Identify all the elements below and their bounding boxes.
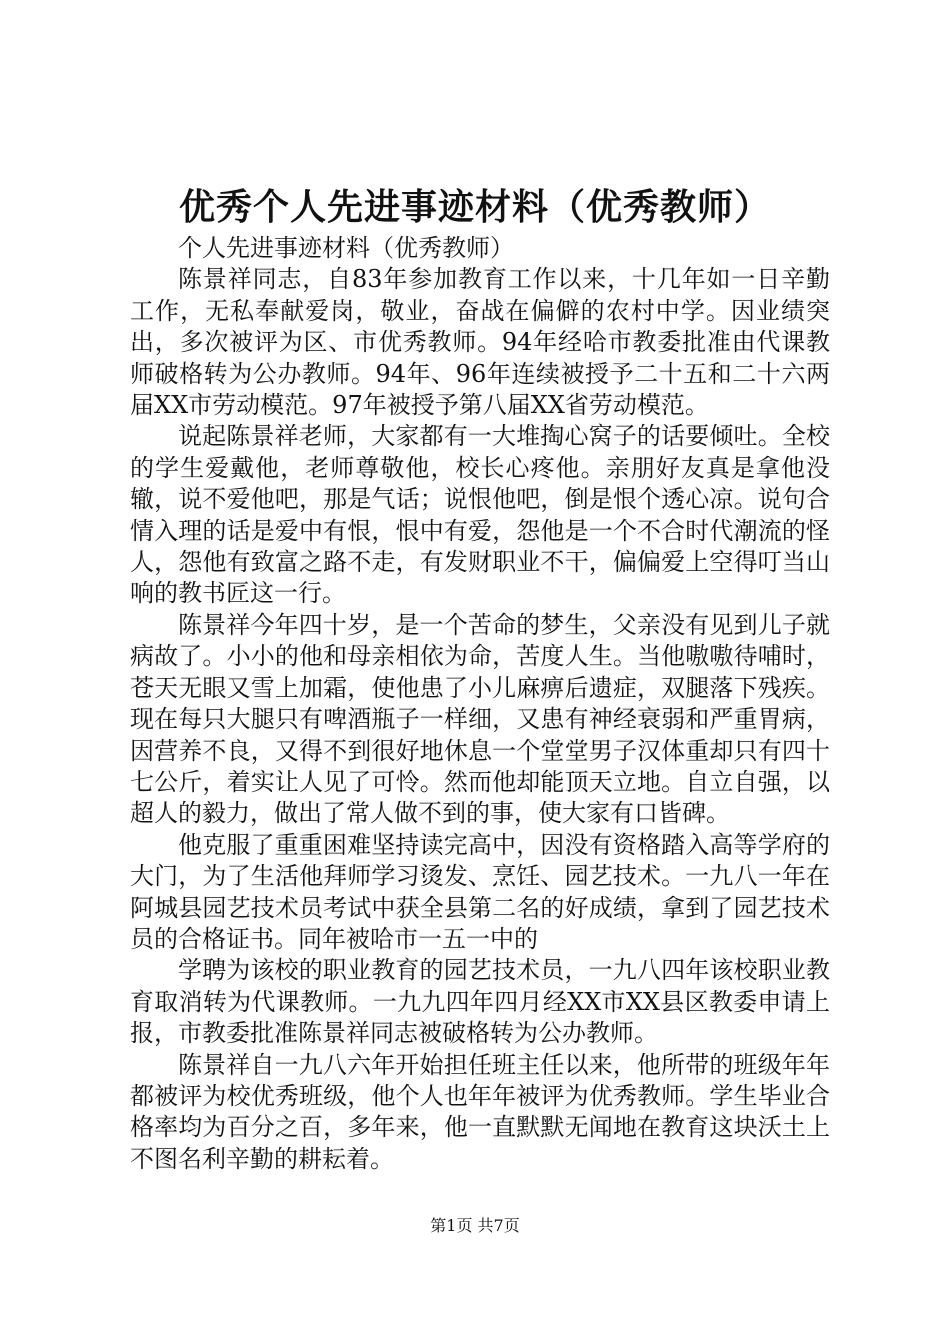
paragraph: 陈景祥同志，自83年参加教育工作以来，十几年如一日辛勤工作，无私奉献爱岗，敬业，奋战在偏僻的农村中学。因业绩突出，多次被评为区、市优秀教师。94年经哈市教委批准由代课教师破格转为公办教师。94年、96年连续被授予二十五和二十六两届XX市劳动模范。97年被授予第八届XX省劳动模范。 [130,265,830,420]
paragraph: 陈景祥自一九八六年开始担任班主任以来，他所带的班级年年都被评为校优秀班级，他个人也年年被评为优秀教师。学生毕业合格率均为百分之百，多年来，他一直默默无闻地在教育这块沃土上不图名利辛勤的耕耘着。 [130,1050,830,1173]
paragraph: 说起陈景祥老师，大家都有一大堆掏心窝子的话要倾吐。全校的学生爱戴他，老师尊敬他，校长心疼他。亲朋好友真是拿他没辙，说不爱他吧，那是气话；说恨他吧，倒是恨个透心凉。说句合情入理的话是爱中有恨，恨中有爱，怨他是一个不合时代潮流的怪人，怨他有致富之路不走，有发财职业不干，偏偏爱上空得叮当山响的教书匠这一行。 [130,422,830,608]
document-body [130,233,830,1175]
document-title: 优秀个人先进事迹材料（优秀教师） [178,186,771,228]
paragraph-subtitle: 个人先进事迹材料（优秀教师） [178,234,514,262]
paragraph: 陈景祥今年四十岁，是一个苦命的梦生，父亲没有见到儿子就病故了。小小的他和母亲相依为命，苦度人生。当他嗷嗷待哺时，苍天无眼又雪上加霜，使他患了小儿麻痹后遗症，双腿落下残疾。现在每只大腿只有啤酒瓶子一样细，又患有神经衰弱和严重胃病，因营养不良，又得不到很好地休息一个堂堂男子汉体重却只有四十七公斤，着实让人见了可怜。然而他却能顶天立地。自立自强，以超人的毅力，做出了常人做不到的事，使大家有口皆碑。 [130,610,830,828]
paragraph: 学聘为该校的职业教育的园艺技术员，一九八四年该校职业教育取消转为代课教师。一九九四年四月经XX市XX县区教委申请上报，市教委批准陈景祥同志被破格转为公办教师。 [130,956,830,1048]
page-number-footer: 第1页 共7页 [430,1216,520,1235]
paragraph: 他克服了重重困难坚持读完高中，因没有资格踏入高等学府的大门，为了生活他拜师学习烫发、烹饪、园艺技术。一九八一年在阿城县园艺技术员考试中获全县第二名的好成绩，拿到了园艺技术员的合格证书。同年被哈市一五一中的 [130,830,830,953]
